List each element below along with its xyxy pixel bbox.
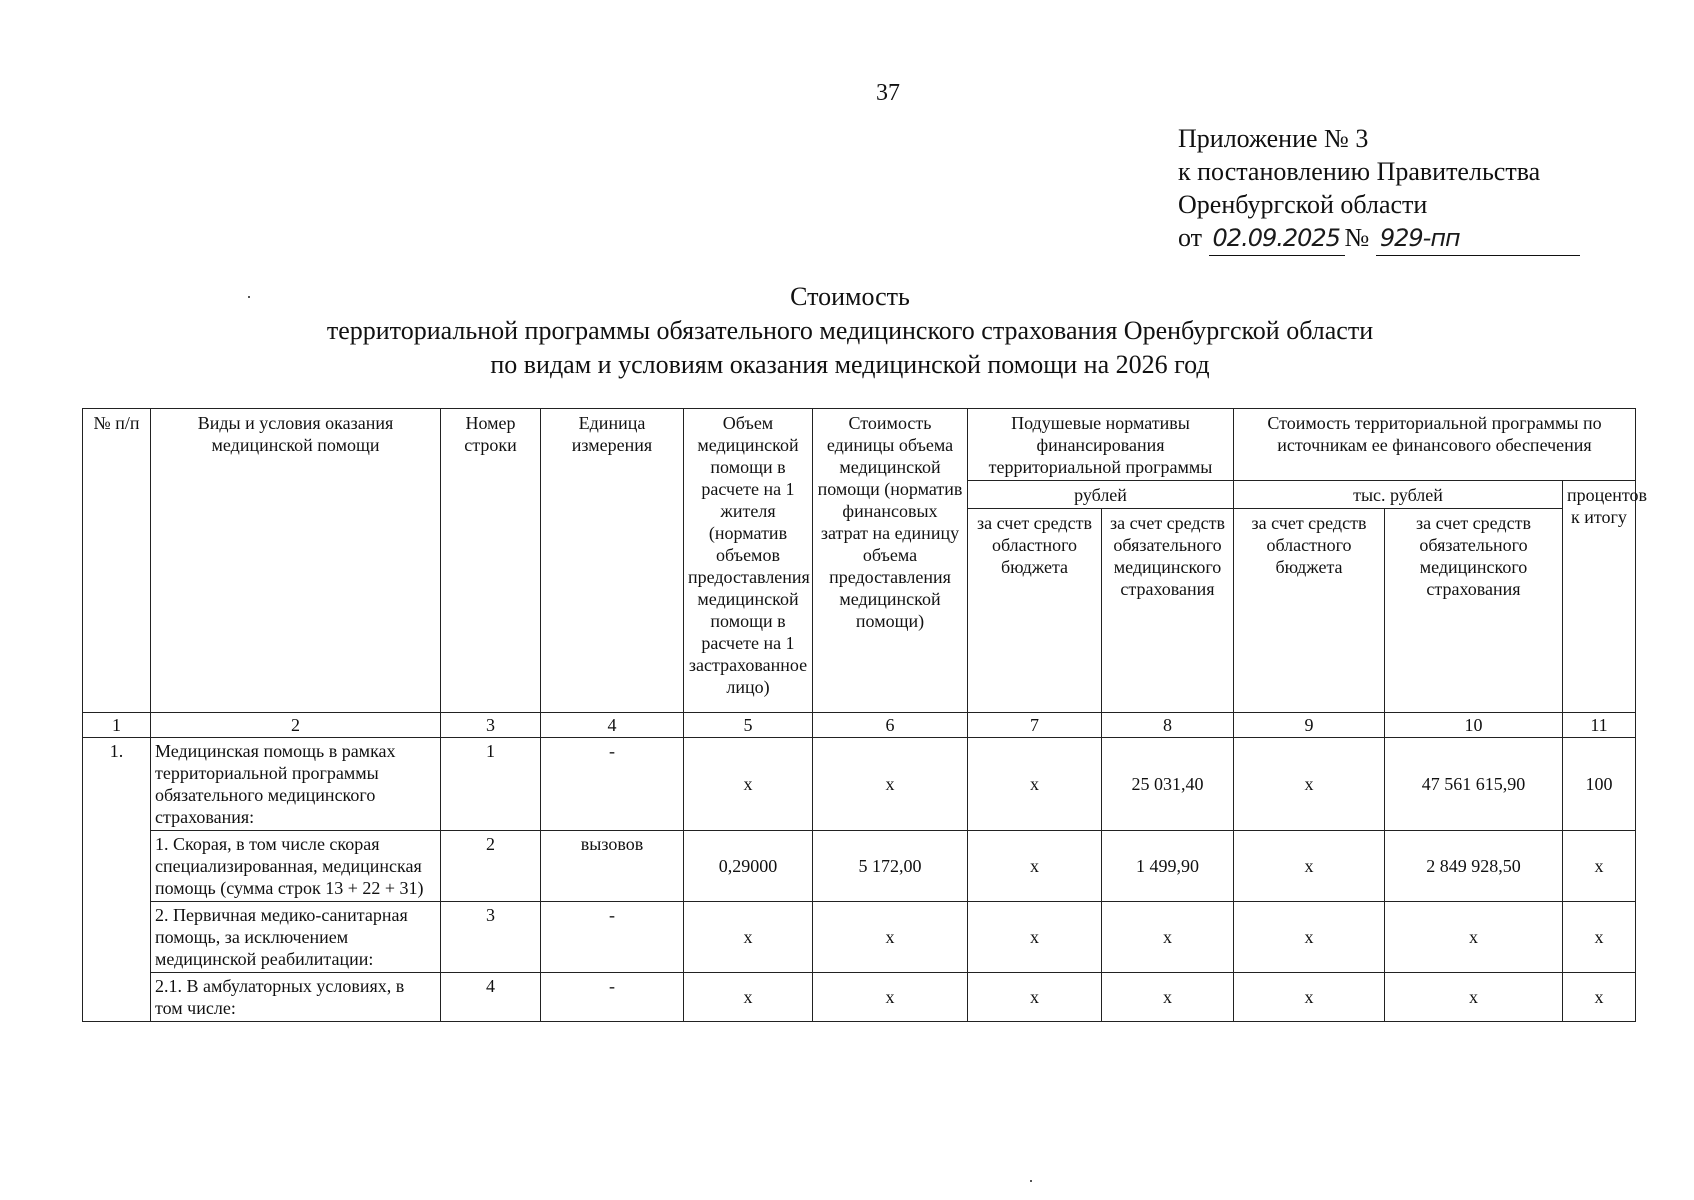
column-number: 2 (151, 713, 441, 738)
header-per-capita-group: Подушевые нормативы финансирования территориальной программы (968, 409, 1234, 481)
handwritten-date: 02.09.2025 (1209, 222, 1345, 256)
column-number: 10 (1385, 713, 1563, 738)
header-oms-thousand: за счет средств обязательного медицинского страхования (1385, 509, 1563, 713)
header-percent: процентов к итогу (1563, 481, 1636, 713)
document-title (0, 280, 1694, 382)
number-label: № (1344, 223, 1370, 252)
row-percent: х (1563, 973, 1636, 1022)
row-unit-cost: 5 172,00 (813, 831, 968, 902)
row-unit: - (541, 973, 684, 1022)
page-number: 37 (876, 80, 900, 106)
header-unit-cost: Стоимость единицы объема медицинской помощи (норматив финансовых затрат на единицу объема предоставления медицинской помощи) (813, 409, 968, 713)
handwritten-number: 929-пп (1376, 222, 1580, 256)
row-unit: вызовов (541, 831, 684, 902)
appendix-line-2: к постановлению Правительства (1178, 157, 1541, 186)
column-number: 11 (1563, 713, 1636, 738)
row-line-number: 3 (441, 902, 541, 973)
appendix-line-3: Оренбургской области (1178, 190, 1428, 219)
appendix-line-1: Приложение № 3 (1178, 124, 1369, 153)
header-line-number: Номер строки (441, 409, 541, 713)
title-line-1: Стоимость (790, 282, 910, 311)
row-description: 2. Первичная медико-санитарная помощь, за исключением медицинской реабилитации: (151, 902, 441, 973)
speck-mark (1030, 1180, 1032, 1182)
row-line-number: 2 (441, 831, 541, 902)
table-row (83, 831, 1636, 902)
row-oms-thousand: х (1385, 902, 1563, 973)
row-line-number: 4 (441, 973, 541, 1022)
header-kind: Виды и условия оказания медицинской помощи (151, 409, 441, 713)
row-volume: х (684, 738, 813, 831)
header-volume: Объем медицинской помощи в расчете на 1 жителя (норматив объемов предоставления медицинской помощи в расчете на 1 застрахованное лицо) (684, 409, 813, 713)
row-budget-thousand: х (1234, 831, 1385, 902)
title-line-2: территориальной программы обязательного медицинского страхования Оренбургской области (326, 316, 1374, 345)
header-regional-budget-rubles: за счет средств областного бюджета (968, 509, 1102, 713)
row-budget-rubles: х (968, 902, 1102, 973)
row-oms-rubles: 1 499,90 (1102, 831, 1234, 902)
appendix-block (1178, 122, 1580, 256)
row-unit-cost: х (813, 902, 968, 973)
row-unit-cost: х (813, 738, 968, 831)
column-number: 9 (1234, 713, 1385, 738)
column-number: 3 (441, 713, 541, 738)
from-label: от (1178, 223, 1203, 252)
appendix-date-number-line (1178, 221, 1580, 256)
row-unit: - (541, 738, 684, 831)
row-num: 1. (83, 738, 151, 1022)
header-program-cost-group: Стоимость территориальной программы по источникам ее финансового обеспечения (1234, 409, 1636, 481)
row-line-number: 1 (441, 738, 541, 831)
row-budget-thousand: х (1234, 973, 1385, 1022)
row-percent: х (1563, 902, 1636, 973)
column-number: 8 (1102, 713, 1234, 738)
row-budget-thousand: х (1234, 738, 1385, 831)
row-oms-rubles: 25 031,40 (1102, 738, 1234, 831)
row-oms-thousand: 2 849 928,50 (1385, 831, 1563, 902)
row-percent: 100 (1563, 738, 1636, 831)
header-num: № п/п (83, 409, 151, 713)
row-budget-rubles: х (968, 831, 1102, 902)
header-regional-budget-thousand: за счет средств областного бюджета (1234, 509, 1385, 713)
row-volume: х (684, 902, 813, 973)
row-oms-thousand: 47 561 615,90 (1385, 738, 1563, 831)
row-unit: - (541, 902, 684, 973)
column-number: 4 (541, 713, 684, 738)
title-line-3: по видам и условиям оказания медицинской помощи на 2026 год (490, 350, 1210, 379)
row-description: 2.1. В амбулаторных условиях, в том числе: (151, 973, 441, 1022)
header-oms-rubles: за счет средств обязательного медицинского страхования (1102, 509, 1234, 713)
row-budget-thousand: х (1234, 902, 1385, 973)
column-number-row (83, 713, 1636, 738)
row-budget-rubles: х (968, 973, 1102, 1022)
column-number: 5 (684, 713, 813, 738)
cost-table (82, 408, 1648, 1022)
row-oms-thousand: х (1385, 973, 1563, 1022)
column-number: 1 (83, 713, 151, 738)
table-row (83, 973, 1636, 1022)
header-rubles: рублей (968, 481, 1234, 509)
column-number: 6 (813, 713, 968, 738)
row-oms-rubles: х (1102, 902, 1234, 973)
table-row (83, 738, 1636, 831)
row-volume: х (684, 973, 813, 1022)
header-thousand-rubles: тыс. рублей (1234, 481, 1563, 509)
table-row (83, 902, 1636, 973)
row-volume: 0,29000 (684, 831, 813, 902)
row-description: Медицинская помощь в рамках территориальной программы обязательного медицинского страхования: (151, 738, 441, 831)
row-budget-rubles: х (968, 738, 1102, 831)
row-unit-cost: х (813, 973, 968, 1022)
header-unit: Единица измерения (541, 409, 684, 713)
row-percent: х (1563, 831, 1636, 902)
column-number: 7 (968, 713, 1102, 738)
row-oms-rubles: х (1102, 973, 1234, 1022)
row-description: 1. Скорая, в том числе скорая специализированная, медицинская помощь (сумма строк 13 + 22 + 31) (151, 831, 441, 902)
